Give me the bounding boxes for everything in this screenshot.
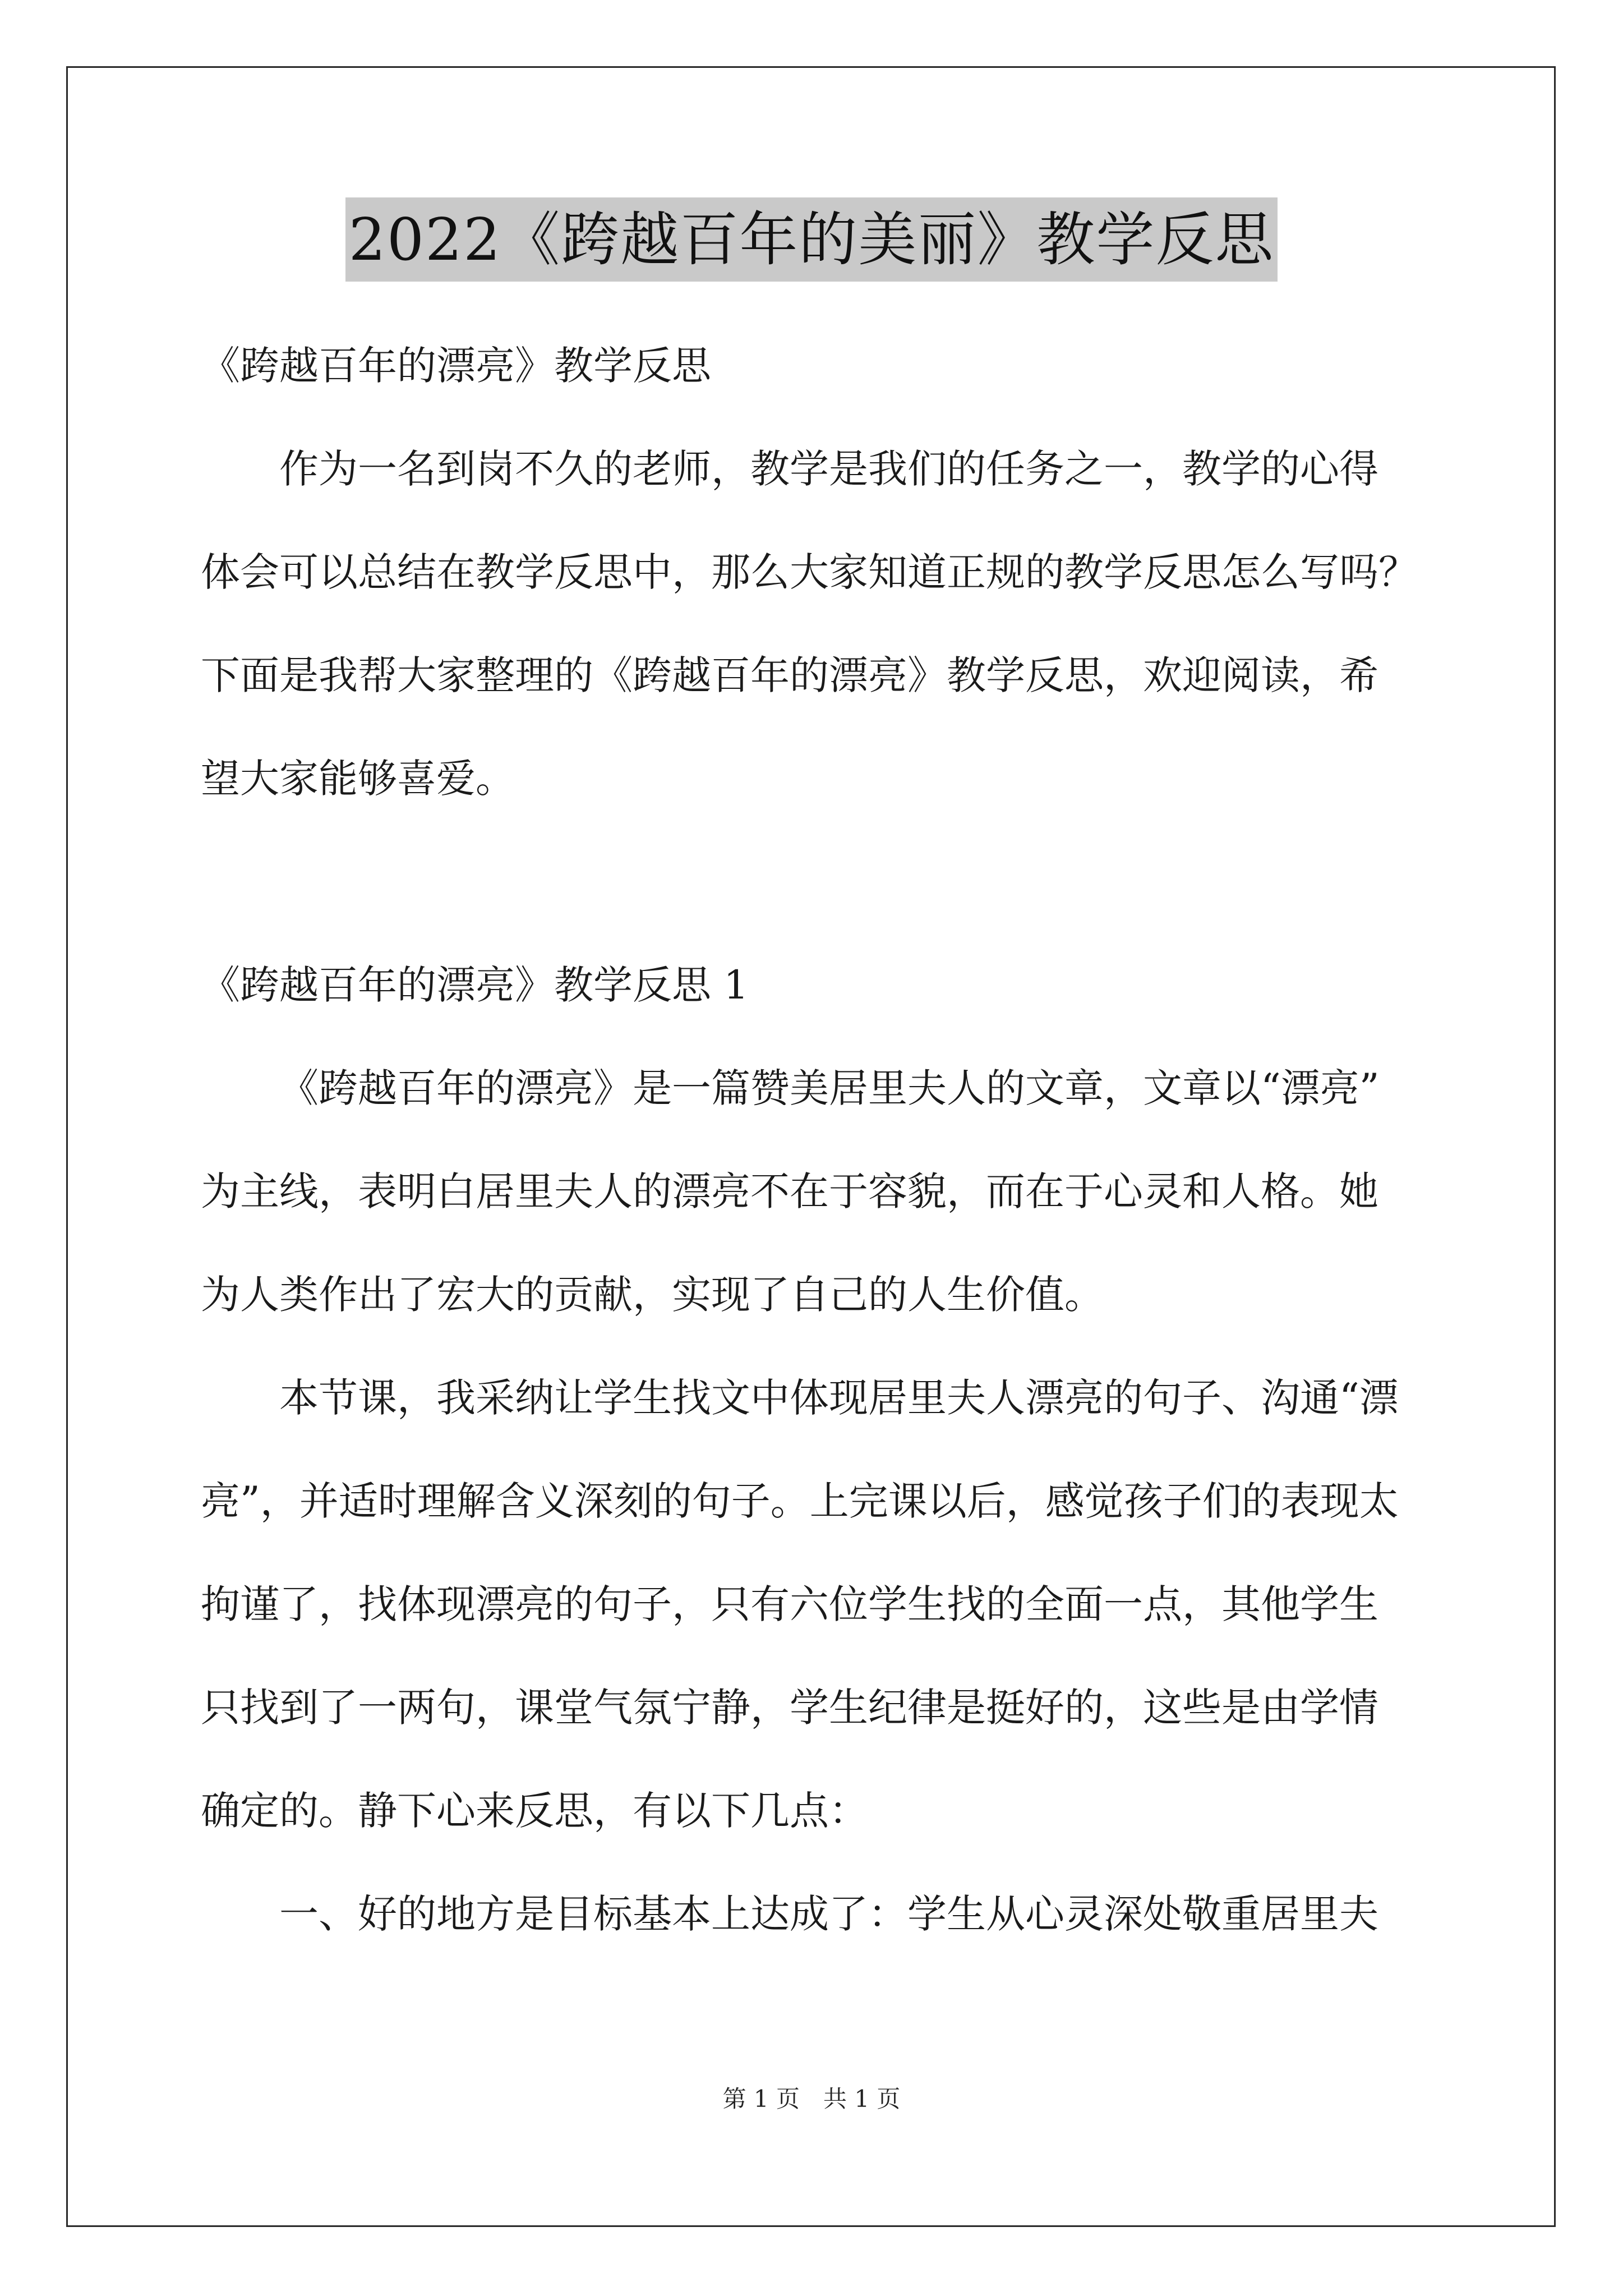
blank-line [201, 830, 1423, 933]
intro-line: 作为一名到岗不久的老师，教学是我们的任务之一，教学的心得 [279, 446, 1378, 492]
paragraph-line: 只找到了一两句，课堂气氛宁静，学生纪律是挺好的，这些是由学情 [201, 1685, 1378, 1731]
paragraph-line: 《跨越百年的漂亮》是一篇赞美居里夫人的文章，文章以“漂亮” [279, 1065, 1380, 1111]
intro-line: 下面是我帮大家整理的《跨越百年的漂亮》教学反思，欢迎阅读，希 [201, 652, 1378, 698]
intro-line: 体会可以总结在教学反思中，那么大家知道正规的教学反思怎么写吗？ [201, 549, 1418, 595]
paragraph-line: 本节课，我采纳让学生找文中体现居里夫人漂亮的句子、沟通“漂 [279, 1375, 1399, 1421]
subtitle: 《跨越百年的漂亮》教学反思 [201, 343, 711, 389]
paragraph-line: 为主线，表明白居里夫人的漂亮不在于容貌，而在于心灵和人格。她 [201, 1168, 1378, 1214]
paragraph-line: 确定的。静下心来反思，有以下几点： [201, 1788, 868, 1834]
paragraph-line: 拘谨了，找体现漂亮的句子，只有六位学生找的全面一点，其他学生 [201, 1581, 1378, 1627]
paragraph-line: 一、好的地方是目标基本上达成了：学生从心灵深处敬重居里夫 [279, 1891, 1378, 1937]
intro-line: 望大家能够喜爱。 [201, 756, 515, 802]
document-title: 2022《跨越百年的美丽》教学反思 [345, 197, 1278, 282]
document-body [201, 314, 1423, 1966]
section-heading: 《跨越百年的漂亮》教学反思 1 [201, 962, 749, 1008]
paragraph-line: 为人类作出了宏大的贡献，实现了自己的人生价值。 [201, 1272, 1104, 1318]
page-footer: 第 1 页 共 1 页 [722, 2085, 901, 2113]
paragraph-line: 亮”，并适时理解含义深刻的句子。上完课以后，感觉孩子们的表现太 [201, 1478, 1399, 1524]
title-container [0, 197, 1623, 282]
